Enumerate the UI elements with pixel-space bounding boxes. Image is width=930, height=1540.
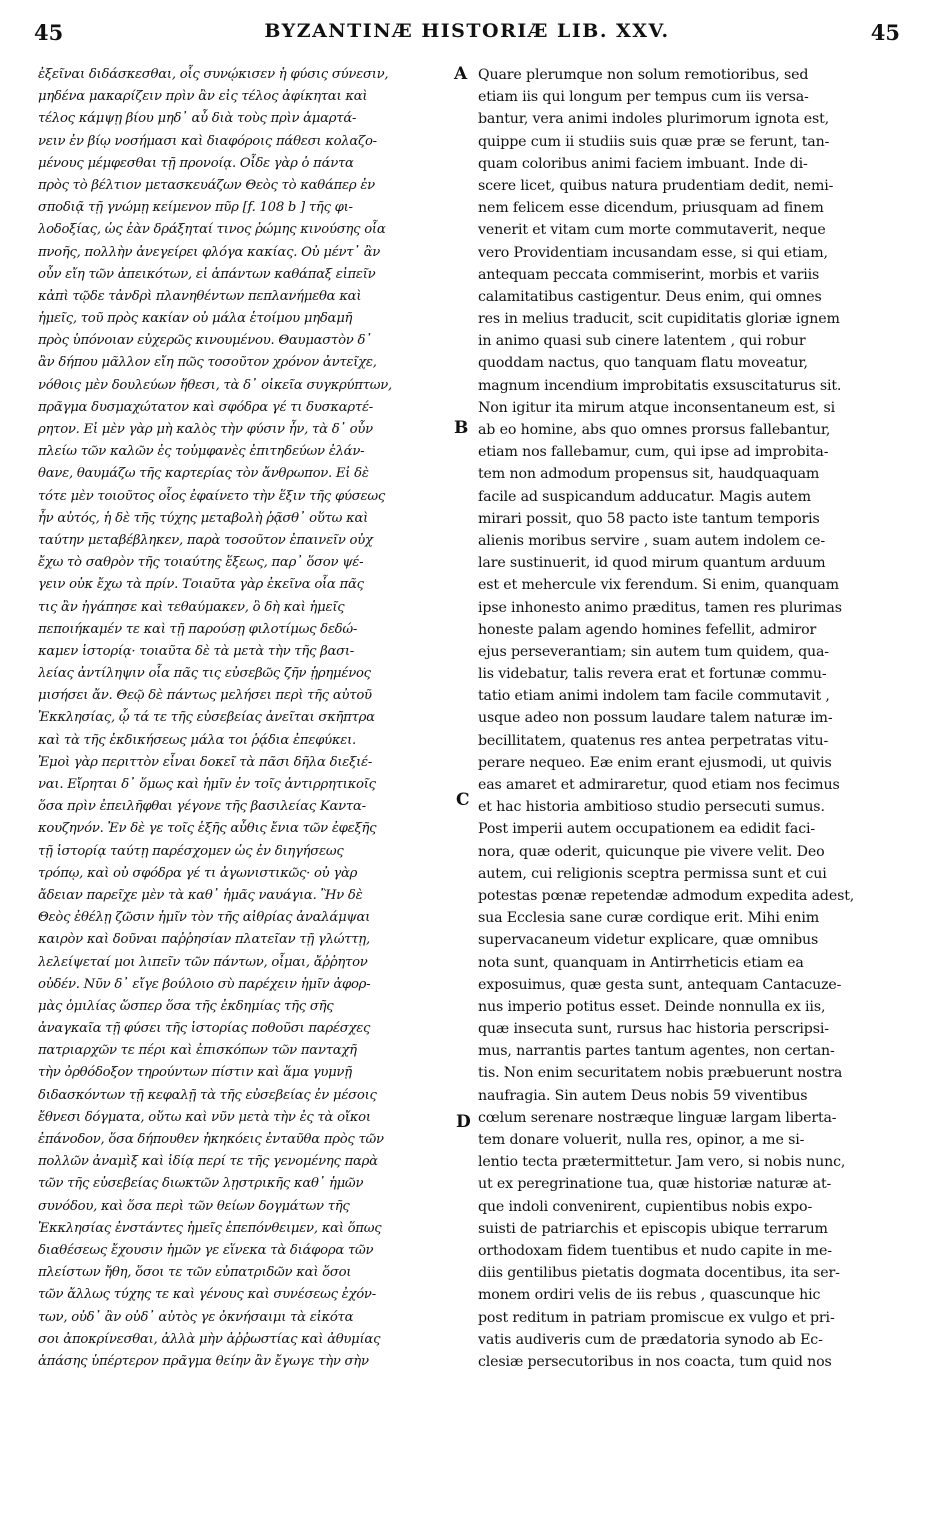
latin-text-line: becillitatem, quatenus res antea perpetratas vitu- [478, 732, 829, 749]
greek-text-line: ταύτην μεταβέβληκεν, παρὰ τοσοῦτον ἐπαινεῖν οὐχ [38, 532, 373, 548]
greek-text-line: τῶν ἄλλως τύχης τε καὶ γένους καὶ συνέσεως ἐχόν- [38, 1287, 376, 1303]
greek-text-line: συνόδου, καὶ ὅσα περὶ τῶν θείων δογμάτων τῆς [38, 1198, 350, 1214]
greek-text-line: τῇ ἱστορίᾳ ταύτῃ παρέσχομεν ὡς ἐν διηγήσεως [38, 843, 344, 859]
latin-text-line: supervacaneum videtur explicare, quæ omnibus [478, 932, 819, 949]
greek-text-line: καμεν ἱστορίᾳ· τοιαῦτα δὲ τὰ μετὰ τὴν τῆς βασι- [38, 643, 354, 659]
greek-text-line: μηδένα μακαρίζειν πρὶν ἂν εἰς τέλος ἀφίκηται καὶ [38, 89, 368, 105]
greek-text-line: ρητον. Εἰ μὲν γὰρ μὴ καλὸς τὴν φύσιν ἦν, τὰ δ᾽ οὖν [38, 422, 373, 437]
greek-text-line: λελείψεταί μοι λιπεῖν τῶν πάντων, οἶμαι, ἄῤῥητον [38, 954, 368, 970]
latin-text-line: eas amaret et admiraretur, quod etiam nos fecimus [478, 777, 840, 793]
greek-text-line: οὐδέν. Νῦν δ᾽ εἴγε βούλοιο σὺ παρέχειν ἡμῖν ἀφορ- [38, 976, 371, 992]
latin-text-line: scere licet, quibus natura prudentiam dedit, nemi- [478, 177, 834, 194]
latin-text-line: venerit et vitam cum morte commutaverit, neque [478, 222, 826, 239]
greek-text-line: Θεὸς ἐθέλῃ ζῶσιν ἡμῖν τὸν τῆς αἰθρίας ἀναλάμψαι [38, 910, 371, 926]
greek-text-line: Ἐκκλησίας, ᾧ τά τε τῆς εὐσεβείας ἀνεῖται σκῆπτρα [38, 710, 375, 726]
latin-text-line: ab eo homine, abs quo omnes prorsus fallebantur, [478, 422, 831, 438]
latin-text-line: facile ad suspicandum adducatur. Magis autem [478, 488, 811, 505]
greek-text-line: μένους μέμφεσθαι τῇ προνοίᾳ. Οἶδε γὰρ ὁ πάντα [38, 155, 354, 171]
greek-text-line: διδασκόντων τῇ κεφαλῇ τὰ τῆς εὐσεβείας ἐν μέσοις [38, 1087, 377, 1103]
latin-text-line: et hac historia ambitioso studio persecuti sumus. [478, 799, 825, 816]
greek-text-line: πλείστων ἤθη, ὅσοι τε τῶν εὐπατριδῶν καὶ ὅσοι [38, 1265, 352, 1281]
greek-text-line: νόθοις μὲν δουλεύων ἤθεσι, τὰ δ᾽ οἰκεῖα συγκρύπτων, [38, 377, 392, 393]
greek-text-line: τρόπῳ, καὶ οὐ σφόδρα γέ τι ἀγωνιστικῶς· οὐ γὰρ [38, 865, 358, 881]
latin-text-line: vatis audiveris cum de prædatoria synodo ab Ec- [478, 1331, 823, 1348]
margin-marker-c: C [456, 790, 470, 810]
latin-text-line: vero Providentiam incusandam esse, si qui etiam, [478, 244, 828, 261]
latin-text-line: honeste palam agendo homines fefellit, admiror [478, 621, 817, 638]
latin-text-line: quoddam nactus, quo tanquam flatu moveatur, [478, 355, 808, 372]
latin-text-line: antequam peccata commiserint, morbis et variis [478, 266, 820, 283]
latin-text-line: que indoli convenirent, cupientibus nobis expo- [478, 1198, 813, 1215]
latin-text-line: usque adeo non possum laudare talem naturæ im- [478, 710, 833, 727]
greek-text-line: θανε, θαυμάζω τῆς καρτερίας τὸν ἄνθρωπον. Εἰ δὲ [38, 466, 369, 482]
greek-text-line: τὴν ὀρθόδοξον τηρούντων πίστιν καὶ ἅμα γυμνῇ [38, 1065, 352, 1081]
greek-text-line: σποδιᾷ τῇ γνώμῃ κείμενον πῦρ [f. 108 b ] τῆς φι- [38, 200, 353, 216]
greek-text-line: πολλῶν ἀναμὶξ καὶ ἰδίᾳ περί τε τῆς γενομένης παρὰ [38, 1154, 378, 1170]
greek-text-line: ἀναγκαῖα τῇ φύσει τῆς ἱστορίας ποθοῦσι παρέσχες [38, 1021, 371, 1037]
latin-text-line: clesiæ persecutoribus in nos coacta, tum quid nos [478, 1353, 832, 1370]
greek-text-line: Ἐμοὶ γὰρ περιττὸν εἶναι δοκεῖ τὰ πᾶσι δῆλα διεξιέ- [38, 754, 373, 770]
greek-text-line: νειν ἐν βίῳ νοσήμασι καὶ διαφόροις πάθεσι κολαζο- [38, 133, 377, 149]
latin-text-line: quæ insecuta sunt, rursus hac historia perscripsi- [478, 1021, 829, 1038]
latin-text-line: in animo quasi sub cinere latentem , qui robur [478, 333, 806, 350]
latin-text-line: quam coloribus animi faciem imbuant. Inde di- [478, 155, 808, 172]
latin-text-line: naufragia. Sin autem Deus nobis 59 viventibus [478, 1087, 808, 1104]
greek-text-line: ὅσα πρὶν ἐπειλῆφθαι γέγονε τῆς βασιλείας Καντα- [38, 799, 366, 815]
latin-text-line: quippe cum ii studiis suis quæ præ se ferunt, tan- [478, 133, 830, 150]
greek-text-line: ἐξεῖναι διδάσκεσθαι, οἷς συνῴκισεν ἡ φύσις σύνεσιν, [38, 67, 389, 82]
latin-text-line: alienis moribus servire , suam autem indolem ce- [478, 532, 826, 549]
greek-text-line: πρὸς τὸ βέλτιον μετασκευάζων Θεὸς τὸ καθάπερ ἐν [38, 177, 375, 193]
latin-text-line: lentio tecta prætermittetur. Jam vero, si nobis nunc, [478, 1154, 846, 1171]
greek-text-line: καὶ τὰ τῆς ἐκδικήσεως μάλα τοι ῥᾴδια ἐπεφύκει. [38, 732, 356, 748]
margin-marker-d: D [456, 1112, 471, 1132]
page-number-right: 45 [870, 20, 900, 45]
greek-text-line: των, οὐδ᾽ ἂν οὐδ᾽ αὐτὸς γε ὀκνήσαιμι τὰ εἰκότα [38, 1309, 354, 1325]
latin-text-line: tatio etiam animi indolem tam facile commutavit , [478, 688, 830, 705]
greek-text-line: οὖν εἴη τῶν ἀπεικότων, εἰ ἁπάντων καθάπαξ εἰπεῖν [38, 266, 376, 282]
latin-text-line: tem non admodum propensus sit, haudquaquam [478, 466, 820, 483]
latin-text-line: tem donare voluerit, nulla res, opinor, a me si- [478, 1132, 805, 1148]
greek-text-line: σοι ἀποκρίνεσθαι, ἀλλὰ μὴν ἀῤῥωστίας καὶ ἀθυμίας [38, 1331, 381, 1347]
greek-text-line: ἂν δήπου μᾶλλον εἴη πῶς τοσοῦτον χρόνον ἀντεῖχε, [38, 355, 377, 371]
latin-text-line: etiam nos fallebamur, cum, qui ipse ad improbita- [478, 444, 829, 461]
greek-text-line: μισήσει ἄν. Θεῷ δὲ πάντως μελήσει περὶ τῆς αὐτοῦ [38, 688, 372, 704]
greek-text-line: πνοῆς, πολλὴν ἀνεγείρει φλόγα κακίας. Οὐ μέντ᾽ ἂν [38, 244, 381, 260]
greek-text-line: γειν οὐκ ἔχω τὰ πρίν. Τοιαῦτα γὰρ ἐκεῖνα οἷα πᾶς [38, 577, 364, 593]
greek-text-line: τῶν τῆς εὐσεβείας διωκτῶν λῃστρικῆς καθ᾽ ἡμῶν [38, 1176, 364, 1192]
latin-text-line: Post imperii autem occupationem ea edidit faci- [478, 821, 816, 838]
latin-text-line: Quare plerumque non solum remotioribus, sed [478, 67, 809, 83]
latin-text-line: ejus perseverantiam; sin autem tum quidem, qua- [478, 643, 829, 660]
latin-text-line: bantur, vera animi indoles plurimorum ignota est, [478, 111, 830, 128]
latin-text-line: lis videbatur, talis revera erat et fortunæ commu- [478, 666, 827, 683]
greek-text-line: τέλος κάμψῃ βίου μηδ᾽ αὖ διὰ τοὺς πρὶν ἁμαρτά- [38, 111, 357, 127]
latin-text-line: magnum incendium improbitatis exsuscitaturus sit. [478, 377, 842, 394]
greek-text-line: ἔχω τὸ σαθρὸν τῆς τοιαύτης ἕξεως, παρ᾽ ὅσον ψέ- [38, 555, 364, 571]
latin-text-line: nota sunt, quanquam in Antirrheticis etiam ea [478, 954, 804, 971]
greek-text-line: κουζηνόν. Ἐν δὲ γε τοῖς ἑξῆς αὖθις ἔνια τῶν ἐφεξῆς [38, 821, 377, 837]
greek-text-line: πατριαρχῶν τε πέρι καὶ ἐπισκόπων τῶν πανταχῆ [38, 1043, 357, 1059]
greek-text-line: ναι. Εἴρηται δ᾽ ὅμως καὶ ἡμῖν ἐν τοῖς ἀντιρρητικοῖς [38, 777, 376, 792]
greek-text-line: ἦν αὐτός, ἡ δὲ τῆς τύχης μεταβολὴ ῥᾷσθ᾽ οὕτω καὶ [38, 510, 369, 526]
greek-text-line: ἁπάσης ὑπέρτερον πρᾶγμα θείην ἂν ἔγωγε τὴν σὴν [38, 1353, 369, 1369]
latin-text-line: ut ex peregrinatione tua, quæ historiæ naturæ at- [478, 1176, 832, 1193]
greek-text-line: πλείω τῶν καλῶν ἐς τοὐμφανὲς ἐπιτηδεύων ἐλάν- [38, 444, 365, 460]
latin-text-line: monem ordiri velis de iis rebus , quascunque hic [478, 1287, 821, 1304]
latin-text-line: suisti de patriarchis et episcopis ubique terrarum [478, 1220, 828, 1237]
latin-text-line: Non igitur ita mirum atque inconsentaneum est, si [478, 399, 836, 416]
latin-text-line: perare nequeo. Eæ enim erant ejusmodi, ut quivis [478, 754, 832, 771]
latin-text-line: cœlum serenare nostræque linguæ largam liberta- [478, 1109, 837, 1126]
page-number-left: 45 [34, 20, 64, 45]
greek-text-line: πεποιήκαμέν τε καὶ τῇ παρούσῃ φιλοτίμως δεδώ- [38, 621, 358, 637]
latin-text-line: mus, narrantis partes tantum agentes, non certan- [478, 1043, 835, 1060]
greek-text-line: τις ἂν ἠγάπησε καὶ τεθαύμακεν, ὃ δὴ καὶ ἡμεῖς [38, 599, 345, 615]
latin-text-line: nora, quæ oderit, quicunque pie vivere velit. Deo [478, 843, 825, 860]
latin-text-line: potestas pœnæ repetendæ admodum expedita adest, [478, 887, 855, 904]
greek-text-line: διαθέσεως ἔχουσιν ἡμῶν γε εἵνεκα τὰ διάφορα τῶν [38, 1242, 374, 1258]
latin-text-column [478, 64, 892, 1373]
greek-text-line: τότε μὲν τοιοῦτος οἷος ἐφαίνετο τὴν ἕξιν τῆς φύσεως [38, 488, 385, 504]
greek-text-line: ἔθνεσι δόγματα, οὕτω καὶ νῦν μετὰ τὴν ἐς τὰ οἴκοι [38, 1109, 371, 1125]
latin-text-line: nus imperio potitus esset. Deinde nonnulla ex iis, [478, 998, 826, 1015]
greek-text-line: λοδοξίας, ὡς ἐὰν δράξηταί τινος ῥώμης κινούσης οἷα [38, 222, 386, 238]
greek-text-line: καιρὸν καὶ δοῦναι παῤῥησίαν πλατεῖαν τῇ γλώττῃ, [38, 932, 370, 948]
latin-text-line: mirari possit, quo 58 pacto iste tantum temporis [478, 510, 820, 527]
greek-text-column [38, 64, 442, 1373]
latin-text-line: calamitatibus castigentur. Deus enim, qui omnes [478, 288, 822, 305]
latin-text-line: post reditum in patriam promiscue ex vulgo et pri- [478, 1309, 835, 1326]
greek-text-line: πρᾶγμα δυσμαχώτατον καὶ σφόδρα γέ τι δυσκαρτέ- [38, 399, 373, 415]
greek-text-line: Ἐκκλησίας ἐνστάντες ἡμεῖς ἐπεπόνθειμεν, καὶ ὅπως [38, 1220, 382, 1236]
greek-text-line: λείας ἀντίληψιν οἷα πᾶς τις εὐσεβῶς ζῆν ᾑρημένος [38, 666, 371, 682]
latin-text-line: lare sustinuerit, id quod mirum quantum arduum [478, 555, 826, 572]
latin-text-line: ipse inhonesto animo præditus, tamen res plurimas [478, 599, 842, 616]
margin-marker-b: B [454, 418, 469, 438]
latin-text-line: exposuimus, quæ gesta sunt, antequam Cantacuze- [478, 976, 842, 993]
running-title: BYZANTINÆ HISTORIÆ LIB. XXV. [264, 20, 670, 42]
margin-marker-a: A [454, 64, 468, 84]
latin-text-line: diis gentilibus pietatis dogmata docentibus, ita ser- [478, 1265, 840, 1282]
greek-text-line: ἡμεῖς, τοῦ πρὸς κακίαν οὐ μάλα ἑτοίμου μηδαμῆ [38, 311, 353, 327]
greek-text-line: κἀπὶ τῷδε τἀνδρὶ πλανηθέντων πεπλανήμεθα καὶ [38, 288, 362, 304]
page-header [28, 20, 906, 50]
greek-text-line: ἐπάνοδον, ὅσα δήπουθεν ἠκηκόεις ἐνταῦθα πρὸς τῶν [38, 1132, 384, 1147]
latin-text-line: tis. Non enim securitatem nobis præbuerunt nostra [478, 1065, 843, 1082]
greek-text-line: μὰς ὁμιλίας ὥσπερ ὅσα τῆς ἐκδημίας τῆς σῆς [38, 998, 334, 1014]
latin-text-line: orthodoxam fidem tuentibus et nudo capite in me- [478, 1242, 832, 1259]
greek-text-line: πρὸς ὑπόνοιαν εὐχερῶς κινουμένου. Θαυμαστὸν δ᾽ [38, 333, 372, 349]
latin-text-line: est et mehercule vix ferendum. Si enim, quanquam [478, 577, 839, 594]
latin-text-line: sua Ecclesia sane curæ cordique erit. Mihi enim [478, 910, 820, 927]
latin-text-line: etiam iis qui longum per tempus cum iis versa- [478, 89, 809, 106]
latin-text-line: nem felicem esse dicendum, priusquam ad finem [478, 200, 824, 217]
greek-text-line: ἄδειαν παρεῖχε μὲν τὰ καθ᾽ ἡμᾶς ναυάγια. Ἢν δὲ [38, 887, 363, 903]
latin-text-line: autem, cui religionis sceptra permissa sunt et cui [478, 865, 827, 882]
latin-text-line: res in melius traducit, scit cupiditatis gloriæ ignem [478, 311, 840, 328]
